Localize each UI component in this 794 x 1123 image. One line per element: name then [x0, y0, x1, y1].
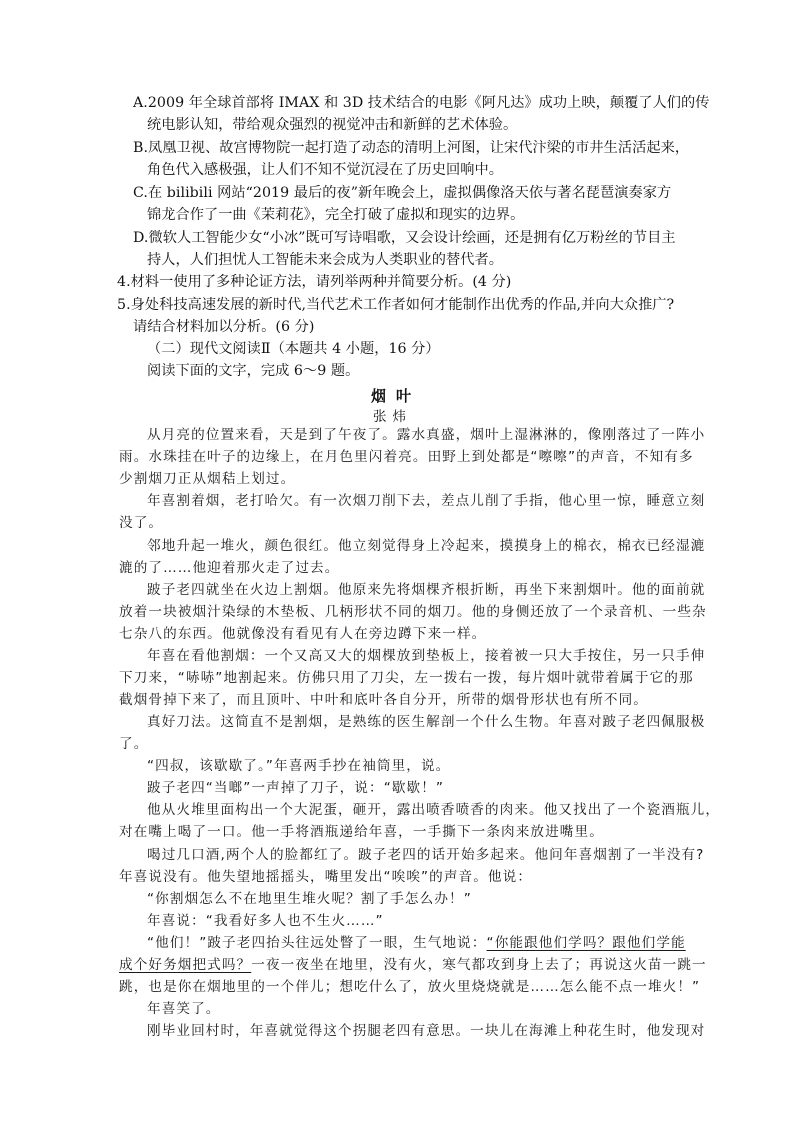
story-line: 没了。	[119, 515, 164, 531]
option-c-line-1: C.在 bilibili 网站“2019 最后的夜”新年晚会上，虚拟偶像洛天依与著名琵琶演奏家方	[133, 185, 672, 201]
option-a-line-1: A.2009 年全球首部将 IMAX 和 3D 技术结合的电影《阿凡达》成功上映，颠覆了人们的传	[133, 95, 710, 111]
story-line: 年喜说：“我看好多人也不生火……”	[147, 913, 384, 929]
story-line: “四叔，该歇歇了。”年喜两手抄在袖筒里，说。	[147, 758, 451, 774]
story-line: 喝过几口酒,两个人的脸都红了。跛子老四的话开始多起来。他问年喜烟割了一半没有?	[147, 847, 705, 863]
story-line: 跛子老四“当啷”一声掉了刀子，说：“歇歇！”	[147, 780, 445, 796]
option-d-line-1: D.微软人工智能少女“小冰”既可写诗唱歌，又会设计绘画，还是拥有亿万粉丝的节目主	[133, 230, 676, 246]
question-5-line-1: 5.身处科技高速发展的新时代,当代艺术工作者如何才能制作出优秀的作品,并向大众推广?	[117, 297, 675, 313]
story-line: 年喜割着烟，老打哈欠。有一次烟刀削下去，差点儿削了手指，他心里一惊，睡意立刻	[147, 493, 706, 509]
underlined-quote: “你能跟他们学吗？跟他们学能	[486, 935, 686, 951]
underlined-quote: 成个好务烟把式吗？	[119, 957, 252, 973]
story-line: “你割烟怎么不在地里生堆火呢？割了手怎么办！”	[147, 891, 472, 907]
story-line: 少割烟刀正从烟秸上划过。	[119, 471, 296, 487]
question-5-line-2: 请结合材料加以分析。(6 分)	[133, 319, 315, 335]
option-c-line-2: 锦龙合作了一曲《茉莉花》，完全打破了虚拟和现实的边界。	[147, 207, 525, 223]
story-line: 从月亮的位置来看，天是到了午夜了。露水真盛，烟叶上湿淋淋的，像刚落过了一阵小	[147, 427, 706, 443]
section-heading: （二）现代文阅读Ⅱ（本题共 4 小题，16 分）	[147, 341, 440, 357]
story-line: 真好刀法。这简直不是割烟，是熟练的医生解剖一个什么生物。年喜对跛子老四佩服极	[147, 714, 706, 730]
story-line-text: 一夜一夜坐在地里，没有火，寒气都攻到身上去了；再说这火苗一跳一	[251, 957, 707, 973]
story-line: 了。	[119, 736, 149, 752]
option-b-line-1: B.凤凰卫视、故宫博物院一起打造了动态的清明上河图，让宋代汴梁的市井生活活起来，	[133, 140, 690, 156]
story-line	[119, 955, 707, 975]
story-line: 跳，也是你在烟地里的一个伴儿；想吃什么了，放火里烧烧就是……怎么能不点一堆火！”	[119, 979, 701, 995]
story-line: 对在嘴上喝了一口。他一手将酒瓶递给年喜，一手撕下一条肉来放进嘴里。	[119, 824, 604, 840]
story-line: 七杂八的东西。他就像没有看见有人在旁边蹲下来一样。	[119, 626, 487, 642]
option-d-line-2: 持人，人们担忧人工智能未来会成为人类职业的替代者。	[147, 252, 503, 268]
story-line	[147, 933, 686, 953]
story-line: 刚毕业回村时，年喜就觉得这个拐腿老四有意思。一块儿在海滩上种花生时，他发现对	[147, 1023, 706, 1039]
story-line-text: “他们！”跛子老四抬头往远处瞥了一眼，生气地说：	[147, 935, 487, 951]
reading-instruction: 阅读下面的文字，完成 6～9 题。	[147, 363, 360, 379]
story-line: 他从火堆里面构出一个大泥蛋，砸开，露出喷香喷香的肉来。他又找出了一个瓷酒瓶儿，	[147, 802, 721, 818]
story-line: 年喜说没有。他失望地摇摇头，嘴里发出“唉唉”的声音。他说：	[119, 869, 533, 885]
story-line: 漉的了……他迎着那火走了过去。	[119, 560, 340, 576]
option-b-line-2: 角色代入感极强，让人们不知不觉沉浸在了历史回响中。	[147, 162, 503, 178]
story-line: 邻地升起一堆火，颜色很红。他立刻觉得身上冷起来，摸摸身上的棉衣，棉衣已经湿漉	[147, 538, 706, 554]
story-title: 烟叶	[371, 387, 422, 405]
story-line: 跛子老四就坐在火边上割烟。他原来先将烟棵齐根折断，再坐下来割烟叶。他的面前就	[147, 582, 706, 598]
story-line: 放着一块被烟汁染绿的木垫板、几柄形状不同的烟刀。他的身侧还放了一个录音机、一些杂	[119, 604, 707, 620]
story-author: 张炜	[373, 409, 412, 425]
question-4: 4.材料一使用了多种论证方法，请列举两种并简要分析。(4 分)	[117, 274, 512, 290]
story-line: 年喜在看他割烟：一个又高又大的烟棵放到垫板上，接着被一只大手按住，另一只手伸	[147, 648, 706, 664]
story-line: 雨。水珠挂在叶子的边缘上，在月色里闪着亮。田野上到处都是“嚓嚓”的声音，不知有多	[119, 449, 694, 465]
option-a-line-2: 统电影认知，带给观众强烈的视觉冲击和新鲜的艺术体验。	[147, 117, 518, 133]
story-line: 下刀来，“哧哧”地割起来。仿佛只用了刀尖，左一拨右一拨，每片烟叶就带着属于它的那	[119, 670, 694, 686]
story-line: 年喜笑了。	[147, 1001, 221, 1017]
story-line: 截烟骨掉下来了，而且顶叶、中叶和底叶各自分开，所带的烟骨形状也有所不同。	[119, 692, 648, 708]
